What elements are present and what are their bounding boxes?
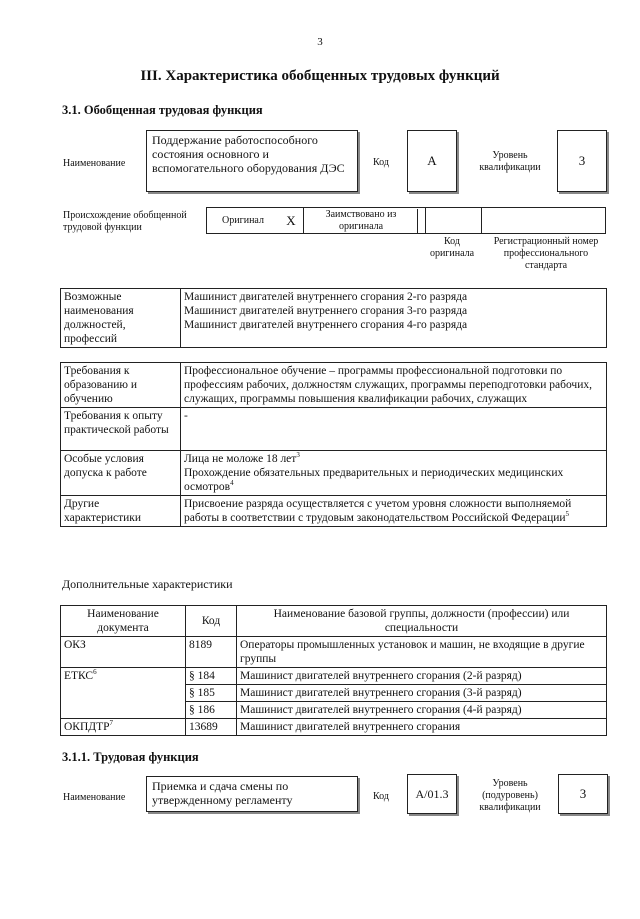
col-name-header: Наименование базовой группы, должности (профессии) или специальности [237, 606, 607, 637]
etks-code: § 186 [186, 702, 237, 719]
okpdtr-code: 13689 [186, 719, 237, 736]
labor-function-level-label: Уровень (подуровень) квалификации [479, 778, 541, 813]
labor-function-code-label: Код [373, 791, 389, 802]
labor-function-level-value: 3 [558, 774, 608, 814]
positions-list [181, 289, 607, 348]
okpdtr-name: Машинист двигателей внутреннего сгорания [237, 719, 607, 736]
generalized-function-name: Поддержание работоспособного состояния основного и вспомогательного оборудования ДЭС [146, 130, 358, 192]
etks-name: Машинист двигателей внутреннего сгорания (4-й разряд) [237, 702, 607, 719]
etks-name: Машинист двигателей внутреннего сгорания (2-й разряд) [237, 668, 607, 685]
origin-label: Происхождение обобщенной трудовой функции [63, 210, 187, 233]
footnote-ref: 7 [109, 719, 114, 728]
requirements-table [60, 362, 607, 527]
other-value: Присвоение разряда осуществляется с учетом уровня сложности выполняемой работы в соответствии с трудовым законодательством Российской Федерации$^5$ [181, 496, 607, 527]
name-label: Наименование [63, 158, 126, 169]
conditions-label: Особые условия допуска к работе [61, 451, 181, 496]
col-code-header: Код [186, 606, 237, 637]
positions-table [60, 288, 607, 348]
code-original-caption: Код оригинала [429, 236, 475, 259]
generalized-function-heading: 3.1. Обобщенная трудовая функция [62, 103, 263, 117]
code-label: Код [373, 157, 389, 168]
footnote-ref: 6 [93, 668, 97, 677]
origin-divider [481, 208, 483, 233]
other-label: Другие характеристики [61, 496, 181, 527]
generalized-function-code: A [407, 130, 457, 192]
experience-label: Требования к опыту практической работы [61, 408, 181, 451]
labor-function-code: A/01.3 [407, 774, 457, 814]
condition-age: Лица не моложе 18 лет$^3$ [184, 451, 300, 465]
positions-label: Возможные наименования должностей, профессий [61, 289, 181, 348]
col-doc-header: Наименование документа [61, 606, 186, 637]
labor-function-name: Приемка и сдача смены по утвержденному регламенту [146, 776, 358, 812]
education-label: Требования к образованию и обучению [61, 363, 181, 408]
original-label: Оригинал [222, 214, 264, 226]
position-item: Машинист двигателей внутреннего сгорания 3-го разряда [184, 305, 468, 317]
footnote-ref: 4 [230, 479, 234, 488]
borrowed-label: Заимствовано из оригинала [305, 209, 418, 233]
page-number: 3 [317, 36, 323, 48]
origin-divider [425, 208, 427, 233]
etks-code: § 184 [186, 668, 237, 685]
additional-table [60, 605, 607, 736]
qualification-level-value: 3 [557, 130, 607, 192]
etks-name: Машинист двигателей внутреннего сгорания (3-й разряд) [237, 685, 607, 702]
position-item: Машинист двигателей внутреннего сгорания 4-го разряда [184, 319, 468, 331]
okz-doc: ОКЗ [61, 637, 186, 668]
education-value: Профессиональное обучение – программы профессиональной подготовки по профессиям рабочих, должностям служащих, программы переподготовки рабочих, служащих, программы повышения квалификации рабочих, служащих [181, 363, 607, 408]
section-title: III. Характеристика обобщенных трудовых функций [140, 68, 500, 84]
etks-doc: ЕТКС$^6$ [61, 668, 186, 719]
additional-heading: Дополнительные характеристики [62, 577, 233, 591]
footnote-ref: 3 [296, 451, 300, 460]
conditions-value [181, 451, 607, 496]
regnum-caption: Регистрационный номер профессионального стандарта [493, 236, 599, 271]
labor-function-heading: 3.1.1. Трудовая функция [62, 750, 199, 764]
okz-name: Операторы промышленных установок и машин, не входящие в другие группы [237, 637, 607, 668]
etks-code: § 185 [186, 685, 237, 702]
footnote-ref: 5 [565, 510, 570, 519]
labor-function-name-label: Наименование [63, 792, 126, 803]
original-mark: X [279, 208, 304, 233]
qualification-level-label: Уровень квалификации [479, 150, 541, 173]
condition-medical: Прохождение обязательных предварительных и периодических медицинских осмотров$^4$ [184, 467, 564, 493]
origin-row [206, 207, 606, 234]
experience-value: - [181, 408, 607, 451]
okz-code: 8189 [186, 637, 237, 668]
position-item: Машинист двигателей внутреннего сгорания 2-го разряда [184, 291, 468, 303]
okpdtr-doc: ОКПДТР$^7$ [61, 719, 186, 736]
